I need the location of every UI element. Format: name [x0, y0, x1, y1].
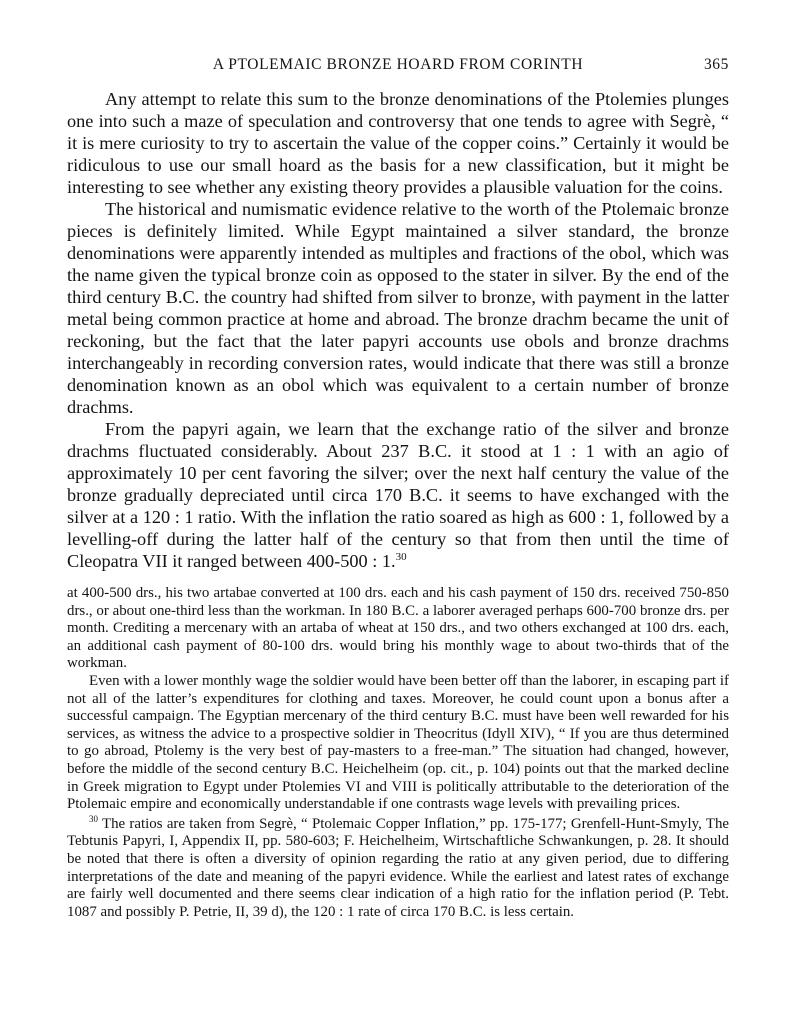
footnotes — [67, 585, 729, 921]
page-number: 365 — [703, 56, 729, 73]
running-head — [67, 50, 729, 76]
body-paragraph-3 — [67, 418, 729, 572]
running-title: A PTOLEMAIC BRONZE HOARD FROM CORINTH — [212, 56, 584, 73]
page — [67, 50, 729, 921]
body-paragraph-2: The historical and numismatic evidence relative to the worth of the Ptolemaic bronze pieces is definitely limited. While Egypt maintained a silver standard, the bronze denominations were apparently intended as multiples and fractions of the obol, which was the name given the typical bronze coin as opposed to the stater in silver. By the end of the third century B.C. the country had shifted from silver to bronze, with payment in the latter metal being common practice at home and abroad. The bronze drachm became the unit of reckoning, but the fact that the later papyri accounts use obols and bronze drachms interchangeably in recording conversion rates, would indicate that there was still a bronze denomination known as an obol which was equivalent to a certain number of bronze drachms. — [67, 199, 729, 417]
body-paragraph-1: Any attempt to relate this sum to the bronze denominations of the Ptolemies plunges one into such a maze of speculation and controversy that one tends to agree with Segrè, “ it is mere curiosity to try to ascertain the value of the copper coins.” Certainly it would be ridiculous to use our small hoard as the basis for a new classification, but it might be interesting to see whether any existing theory provides a plausible valuation for the coins. — [67, 89, 729, 197]
footnote-continuation: at 400-500 drs., his two artabae converted at 100 drs. each and his cash payment of 150 drs. received 750-850 drs., or about one-third less than the workman. In 180 B.C. a laborer averaged perhaps 600-700 bronze drs. per month. Crediting a mercenary with an artaba of wheat at 150 drs., and two others exchanged at 100 drs. each, an additional cash payment of 80-100 drs. would bring his monthly wage to about two-thirds that of the workman. — [67, 585, 729, 672]
footnote-30-marker: 30 — [89, 813, 98, 824]
footnote-30-text: The ratios are taken from Segrè, “ Ptolemaic Copper Inflation,” pp. 175-177; Grenfell-Hunt-Smyly, The Tebtunis Papyri, I, Appendix II, pp. 580-603; F. Heichelheim, Wirtschaftliche Schwankungen, p. 28. It should be noted that there is often a diversity of opinion regarding the ratio at any given period, due to differing interpretations of the date and meaning of the papyri evidence. While the earliest and latest rates of exchange are fairly well documented and there seems clear indication of a high ratio for the inflation period (P. Tebt. 1087 and possibly P. Petrie, II, 39 d), the 120 : 1 rate of circa 170 B.C. is less certain. — [67, 815, 729, 920]
footnote-paragraph: Even with a lower monthly wage the soldier would have been better off than the laborer, in escaping part if not all of the latter’s expenditures for clothing and taxes. Moreover, he could count upon a bonus after a successful campaign. The Egyptian mercenary of the third century B.C. must have been well rewarded for his services, as witness the advice to a prospective soldier in Theocritus (Idyll XIV), “ If you are thus determined to go abroad, Ptolemy is the very best of pay-masters to a free-man.” The situation had changed, however, before the middle of the second century B.C. Heichelheim (op. cit., p. 104) points out that the marked decline in Greek migration to Egypt under Ptolemies VI and VIII is politically attributable to the deterioration of the Ptolemaic empire and economically understandable if one contrasts wage levels with prevailing prices. — [67, 672, 729, 813]
footnote-reference: 30 — [395, 550, 407, 563]
body-paragraph-3-text: From the papyri again, we learn that the exchange ratio of the silver and bronze drachms fluctuated considerably. About 237 B.C. it stood at 1 : 1 with an agio of approximately 10 per cent favoring the silver; over the next half century the value of the bronze gradually depreciated until circa 170 B.C. it seems to have exchanged with the silver at a 120 : 1 ratio. With the inflation the ratio soared as high as 600 : 1, followed by a levelling-off during the latter half of the century so that from then until the time of Cleopatra VII it ranged between 400-500 : 1. — [67, 419, 729, 571]
footnote-30 — [67, 813, 729, 922]
body-text — [67, 88, 729, 572]
